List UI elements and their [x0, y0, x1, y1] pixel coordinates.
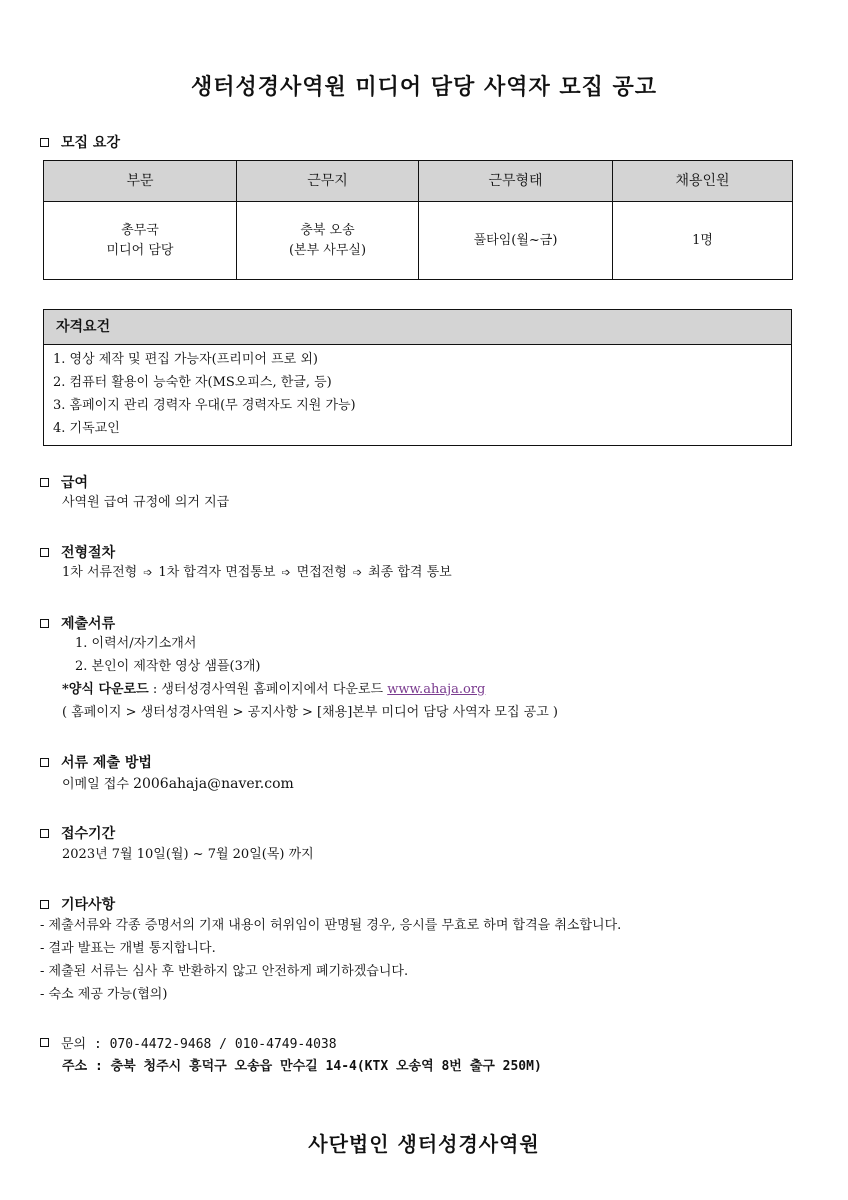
submission-email: 2006ahaja@naver.com	[133, 776, 294, 792]
qualification-item: 4. 기독교인	[53, 421, 120, 436]
qualification-item: 2. 컴퓨터 활용이 능숙한 자(MS오피스, 한글, 등)	[53, 375, 332, 390]
checkbox-square-icon	[40, 478, 49, 487]
section-title: 제출서류	[61, 616, 116, 632]
section-title: 모집 요강	[61, 135, 120, 151]
download-label: *양식 다운로드	[62, 682, 149, 697]
homepage-link[interactable]: www.ahaja.org	[387, 682, 486, 697]
header-division: 부문	[44, 161, 237, 202]
header-work-type: 근무형태	[419, 161, 613, 202]
cell-location	[237, 202, 419, 280]
checkbox-square-icon	[40, 619, 49, 628]
section-documents-heading	[40, 613, 115, 633]
process-step: 1차 합격자 면접통보	[158, 565, 276, 580]
section-recruit-heading	[40, 132, 120, 152]
process-steps	[62, 564, 452, 582]
cell-division	[44, 202, 237, 280]
download-text: : 생터성경사역원 홈페이지에서 다운로드	[148, 682, 388, 697]
submission-line	[62, 775, 294, 794]
header-headcount: 채용인원	[613, 161, 793, 202]
cell-headcount: 1명	[613, 202, 793, 280]
cell-work-type: 풀타임(월~금)	[419, 202, 613, 280]
section-etc-heading	[40, 894, 115, 914]
checkbox-square-icon	[40, 548, 49, 557]
checkbox-square-icon	[40, 1038, 49, 1047]
download-line	[62, 681, 485, 699]
download-path: ( 홈페이지 > 생터성경사역원 > 공지사항 > [채용]본부 미디어 담당 사역자 모집 공고 )	[62, 705, 558, 720]
period-text: 2023년 7월 10일(월) ~ 7월 20일(목) 까지	[62, 847, 314, 862]
table-row	[44, 202, 793, 280]
arrow-right-icon: ➩	[143, 566, 153, 579]
etc-item: - 숙소 제공 가능(협의)	[40, 987, 168, 1002]
section-process-heading	[40, 542, 115, 562]
section-contact	[40, 1033, 337, 1052]
section-title: 서류 제출 방법	[61, 755, 152, 771]
qualification-item: 3. 홈페이지 관리 경력자 우대(무 경력자도 지원 가능)	[53, 398, 356, 413]
recruit-table	[43, 160, 793, 280]
section-period-heading	[40, 823, 115, 843]
qualification-item: 1. 영상 제작 및 편집 가능자(프리미어 프로 외)	[53, 352, 318, 367]
location-line2: (본부 사무실)	[288, 242, 367, 258]
division-line1: 총무국	[121, 222, 159, 238]
organization-name: 사단법인 생터성경사역원	[308, 1132, 540, 1156]
location-line1: 충북 오송	[300, 222, 355, 238]
section-title: 접수기간	[61, 826, 116, 842]
checkbox-square-icon	[40, 900, 49, 909]
contact-address: 주소 : 충북 청주시 흥덕구 오송읍 만수길 14-4(KTX 오송역 8번 출구 250M)	[62, 1059, 542, 1074]
section-title: 기타사항	[61, 897, 116, 913]
checkbox-square-icon	[40, 758, 49, 767]
qualifications-list	[44, 345, 791, 440]
process-step: 최종 합격 통보	[368, 565, 452, 580]
contact-inquiry: 문의 : 070-4472-9468 / 010-4749-4038	[61, 1037, 337, 1052]
section-salary-heading	[40, 472, 88, 492]
page-title: 생터성경사역원 미디어 담당 사역자 모집 공고	[190, 74, 658, 100]
table-header-row	[44, 161, 793, 202]
process-step: 1차 서류전형	[62, 565, 138, 580]
etc-item: - 제출서류와 각종 증명서의 기재 내용이 허위임이 판명될 경우, 응시를 무효로 하며 합격을 취소합니다.	[40, 918, 622, 933]
qualifications-heading: 자격요건	[44, 310, 791, 345]
etc-item: - 제출된 서류는 심사 후 반환하지 않고 안전하게 폐기하겠습니다.	[40, 964, 409, 979]
section-submission-heading	[40, 752, 152, 772]
section-title: 전형절차	[61, 545, 116, 561]
checkbox-square-icon	[40, 138, 49, 147]
arrow-right-icon: ➩	[281, 566, 291, 579]
submission-prefix: 이메일 접수	[62, 777, 134, 792]
header-location: 근무지	[237, 161, 419, 202]
section-title: 급여	[61, 475, 89, 491]
division-line2: 미디어 담당	[106, 242, 174, 258]
qualifications-box	[43, 309, 792, 446]
document-item: 1. 이력서/자기소개서	[75, 636, 197, 651]
arrow-right-icon: ➩	[352, 566, 363, 579]
process-step: 면접전형	[296, 565, 347, 580]
document-item: 2. 본인이 제작한 영상 샘플(3개)	[75, 659, 261, 674]
salary-text: 사역원 급여 규정에 의거 지급	[62, 495, 230, 510]
etc-item: - 결과 발표는 개별 통지합니다.	[40, 941, 216, 956]
checkbox-square-icon	[40, 829, 49, 838]
